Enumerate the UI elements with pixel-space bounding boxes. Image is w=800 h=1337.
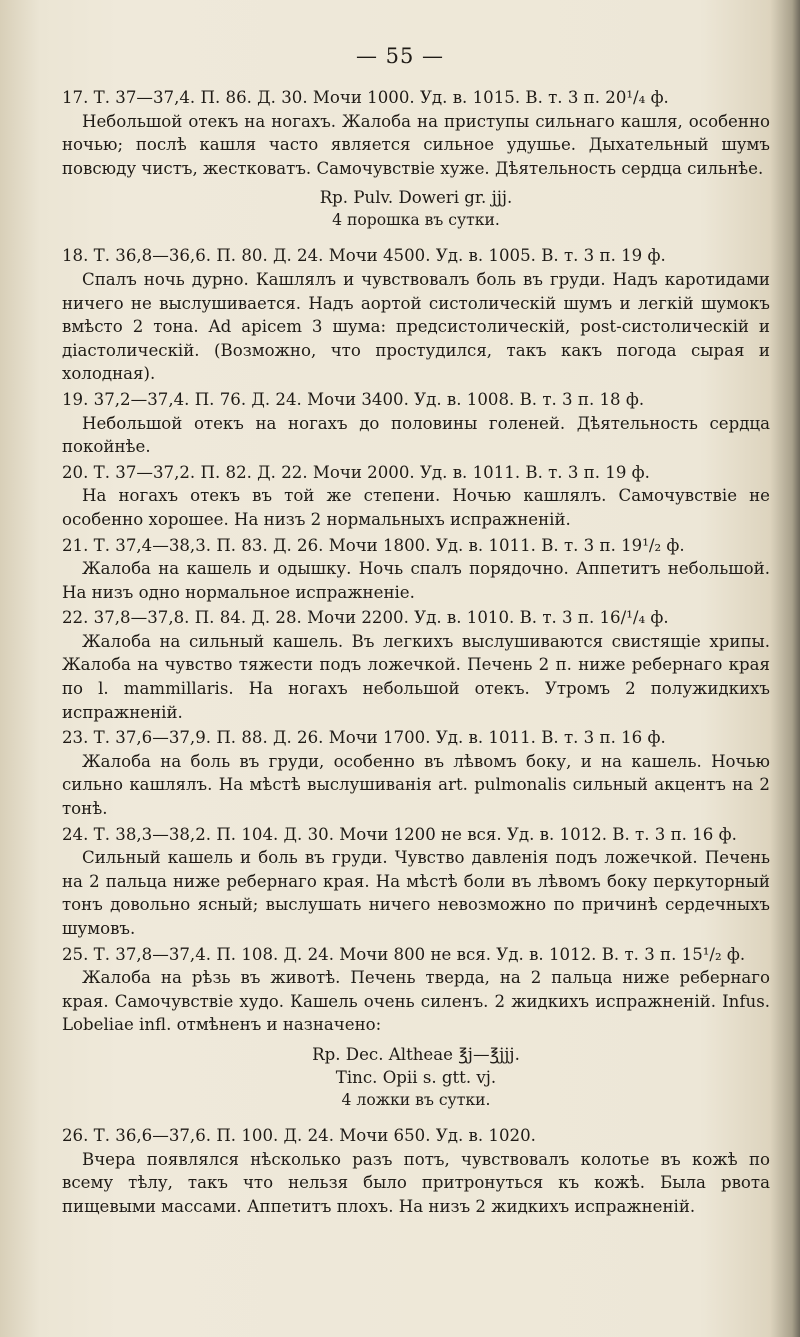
entry-18 [62, 244, 770, 386]
entry-24 [62, 823, 770, 941]
entry-19 [62, 388, 770, 459]
page-content [62, 86, 770, 1220]
prescription [62, 1043, 770, 1112]
prescription [62, 186, 770, 232]
entry-text: Жалоба на боль въ груди, особенно въ лѣвомъ боку, и на кашель. Ночью сильно кашлялъ. На мѣстѣ выслушиванія art. pulmonalis сильный акцентъ на 2 тонѣ. [62, 751, 770, 819]
entry-header: 25. Т. 37,8—37,4. П. 108. Д. 24. Мочи 800 не вся. Уд. в. 1012. В. т. 3 п. 15¹/₂ ф. [62, 944, 746, 964]
entry-header: 18. Т. 36,8—36,6. П. 80. Д. 24. Мочи 4500. Уд. в. 1005. В. т. 3 п. 19 ф. [62, 246, 666, 266]
prescription-dosage: 4 ложки въ сутки. [341, 1090, 491, 1109]
entry-text: Спалъ ночь дурно. Кашлялъ и чувствовалъ боль въ груди. Надъ каротидами ничего не выслушивается. Надъ аортой систолическій шумъ и легкій шумокъ вмѣсто 2 тона. Ad apicem 3 шума: предсистолическій, post-систолическій и діастолическій. (Возможно, что простудился, такъ какъ погода сырая и холодная). [62, 269, 770, 384]
entry-text: Небольшой отекъ на ногахъ до половины голеней. Дѣятельность сердца покойнѣе. [62, 413, 770, 457]
entry-text: Небольшой отекъ на ногахъ. Жалоба на приступы сильнаго кашля, особенно ночью; послѣ кашля часто является сильное удушье. Дыхательный шумъ повсюду чистъ, жестковатъ. Самочувствіе хуже. Дѣятельность сердца сильнѣе. [62, 111, 770, 178]
entry-22 [62, 606, 770, 724]
entry-header: 21. Т. 37,4—38,3. П. 83. Д. 26. Мочи 1800. Уд. в. 1011. В. т. 3 п. 19¹/₂ ф. [62, 535, 685, 555]
entry-header: 19. 37,2—37,4. П. 76. Д. 24. Мочи 3400. Уд. в. 1008. В. т. 3 п. 18 ф. [62, 389, 645, 409]
prescription-line: Rp. Dec. Altheae ℥j—℥jjj. [312, 1044, 520, 1064]
entry-25 [62, 943, 770, 1112]
entry-20 [62, 461, 770, 532]
prescription-line: Rp. Pulv. Doweri gr. jjj. [319, 188, 513, 208]
entry-text: Жалоба на сильный кашель. Въ легкихъ выслушиваются свистящіе хрипы. Жалоба на чувство тяжести подъ ложечкой. Печень 2 п. ниже ребернаго края по l. mammillaris. На ногахъ небольшой отекъ. Утромъ 2 полужидкихъ испражненій. [62, 631, 770, 722]
entry-17 [62, 86, 770, 232]
entry-header: 23. Т. 37,6—37,9. П. 88. Д. 26. Мочи 1700. Уд. в. 1011. В. т. 3 п. 16 ф. [62, 728, 666, 748]
entry-header: 26. Т. 36,6—37,6. П. 100. Д. 24. Мочи 650. Уд. в. 1020. [62, 1125, 536, 1145]
page-number: — 55 — [355, 44, 445, 68]
entry-21 [62, 534, 770, 605]
entry-header: 17. Т. 37—37,4. П. 86. Д. 30. Мочи 1000. Уд. в. 1015. В. т. 3 п. 20¹/₄ ф. [62, 88, 669, 107]
entry-text: На ногахъ отекъ въ той же степени. Ночью кашлялъ. Самочувствіе не особенно хорошее. На низъ 2 нормальныхъ испражненій. [62, 486, 770, 529]
entry-text: Жалоба на кашель и одышку. Ночь спалъ порядочно. Аппетитъ небольшой. На низъ одно нормальное испражненіе. [62, 559, 770, 602]
prescription-line: Tinc. Opii s. gtt. vj. [335, 1067, 497, 1087]
entry-header: 20. Т. 37—37,2. П. 82. Д. 22. Мочи 2000. Уд. в. 1011. В. т. 3 п. 19 ф. [62, 462, 650, 482]
entry-header: 22. 37,8—37,8. П. 84. Д. 28. Мочи 2200. Уд. в. 1010. В. т. 3 п. 16/¹/₄ ф. [62, 608, 669, 628]
entry-text: Вчера появлялся нѣсколько разъ потъ, чувствовалъ колотье въ кожѣ по всему тѣлу, такъ что нельзя было притронуться къ кожѣ. Была рвота пищевыми массами. Аппетитъ плохъ. На низъ 2 жидкихъ испражненій. [62, 1149, 770, 1216]
entry-26 [62, 1124, 770, 1218]
entry-text: Сильный кашель и боль въ груди. Чувство давленія подъ ложечкой. Печень на 2 пальца ниже ребернаго края. На мѣстѣ боли въ лѣвомъ боку перкуторный тонъ довольно ясный; выслушать ничего невозможно по причинѣ сердечныхъ шумовъ. [62, 848, 770, 938]
entry-23 [62, 726, 770, 820]
entry-header: 24. Т. 38,3—38,2. П. 104. Д. 30. Мочи 1200 не вся. Уд. в. 1012. В. т. 3 п. 16 ф. [62, 824, 737, 844]
prescription-dosage: 4 порошка въ сутки. [332, 211, 500, 230]
entry-text: Жалоба на рѣзь въ животѣ. Печень тверда, на 2 пальца ниже ребернаго края. Самочувствіе худо. Кашель очень силенъ. 2 жидкихъ испражненій. Infus. Lobeliae infl. отмѣненъ и назначено: [62, 968, 770, 1035]
